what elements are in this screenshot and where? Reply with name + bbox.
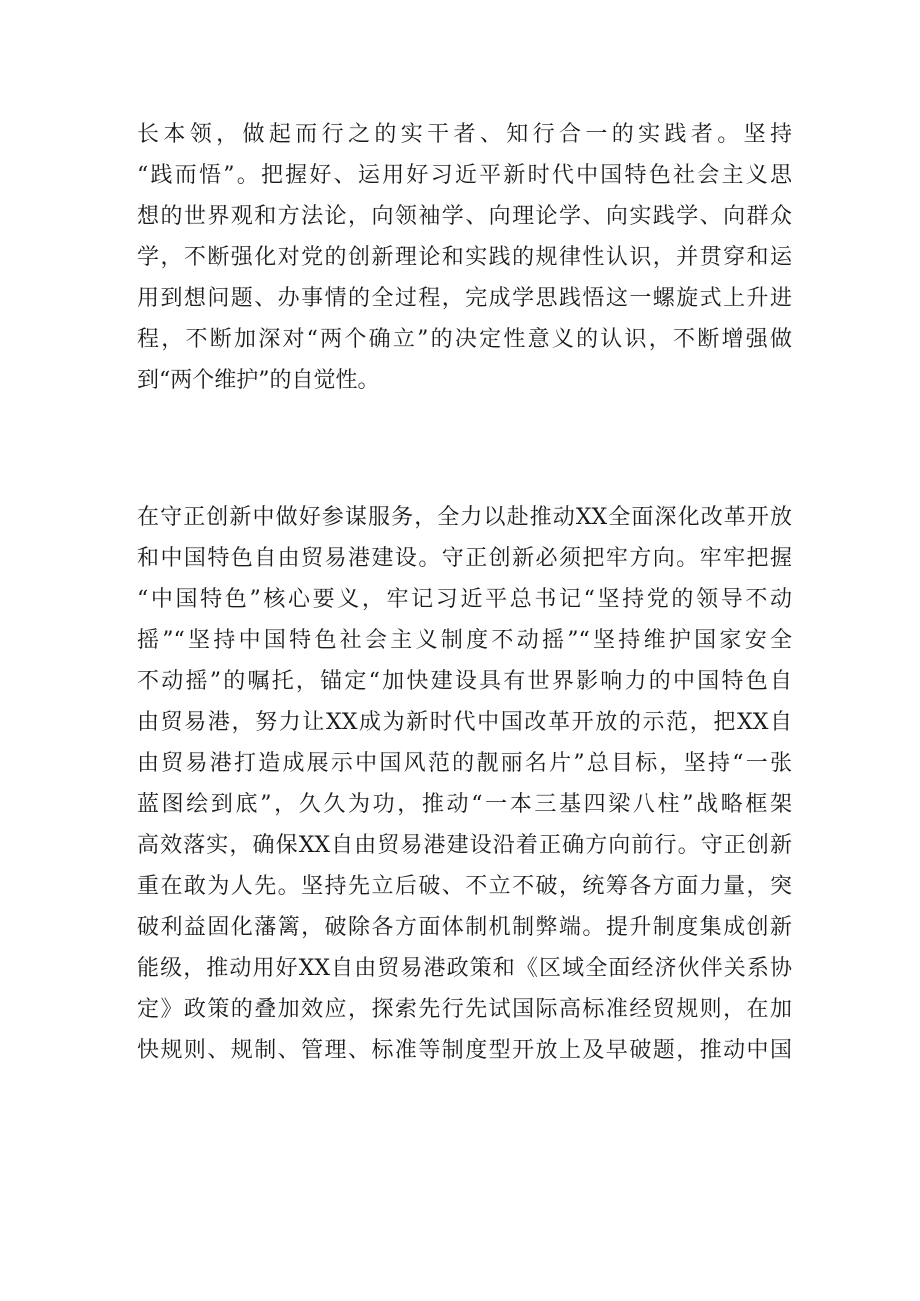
- text-line: “践而悟”。把握好、运用好习近平新时代中国特色社会主义思: [137, 163, 792, 188]
- text-line: 重在敢为人先。坚持先立后破、不立不破，统筹各方面力量，突: [137, 874, 792, 899]
- text-line: 摇”“坚持中国特色社会主义制度不动摇”“坚持维护国家安全: [137, 628, 792, 653]
- text-line: 学，不断强化对党的创新理论和实践的规律性认识，并贯穿和运: [137, 245, 792, 270]
- text-line: 长本领，做起而行之的实干者、知行合一的实践者。坚持: [137, 122, 792, 147]
- text-line: 蓝图绘到底”，久久为功，推动“一本三基四梁八柱”战略框架: [137, 792, 792, 817]
- text-line: 不动摇”的嘱托，锚定“加快建设具有世界影响力的中国特色自: [137, 669, 792, 694]
- text-line: 在守正创新中做好参谋服务，全力以赴推动XX全面深化改革开放: [137, 505, 792, 530]
- text-line: 破利益固化藩篱，破除各方面体制机制弊端。提升制度集成创新: [137, 915, 792, 940]
- text-line: “中国特色”核心要义，牢记习近平总书记“坚持党的领导不动: [137, 587, 792, 612]
- text-line: 由贸易港打造成展示中国风范的靓丽名片”总目标，坚持“一张: [137, 751, 792, 776]
- text-line: 用到想问题、办事情的全过程，完成学思践悟这一螺旋式上升进: [137, 286, 792, 311]
- text-line: 程，不断加深对“两个确立”的决定性意义的认识，不断增强做: [137, 327, 792, 352]
- text-line: 和中国特色自由贸易港建设。守正创新必须把牢方向。牢牢把握: [137, 546, 792, 571]
- text-line: 到“两个维护”的自觉性。: [137, 368, 380, 393]
- text-line: 能级，推动用好XX自由贸易港政策和《区域全面经济伙伴关系协: [137, 956, 792, 981]
- paragraph-2: [137, 497, 792, 1071]
- text-line: 高效落实，确保XX自由贸易港建设沿着正确方向前行。守正创新: [137, 833, 792, 858]
- paragraph-1: [137, 114, 792, 401]
- text-line: 快规则、规制、管理、标准等制度型开放上及早破题，推动中国: [137, 1038, 792, 1063]
- text-line: 由贸易港，努力让XX成为新时代中国改革开放的示范，把XX自: [137, 710, 792, 735]
- text-line: 想的世界观和方法论，向领袖学、向理论学、向实践学、向群众: [137, 204, 792, 229]
- text-line: 定》政策的叠加效应，探索先行先试国际高标准经贸规则，在加: [137, 997, 792, 1022]
